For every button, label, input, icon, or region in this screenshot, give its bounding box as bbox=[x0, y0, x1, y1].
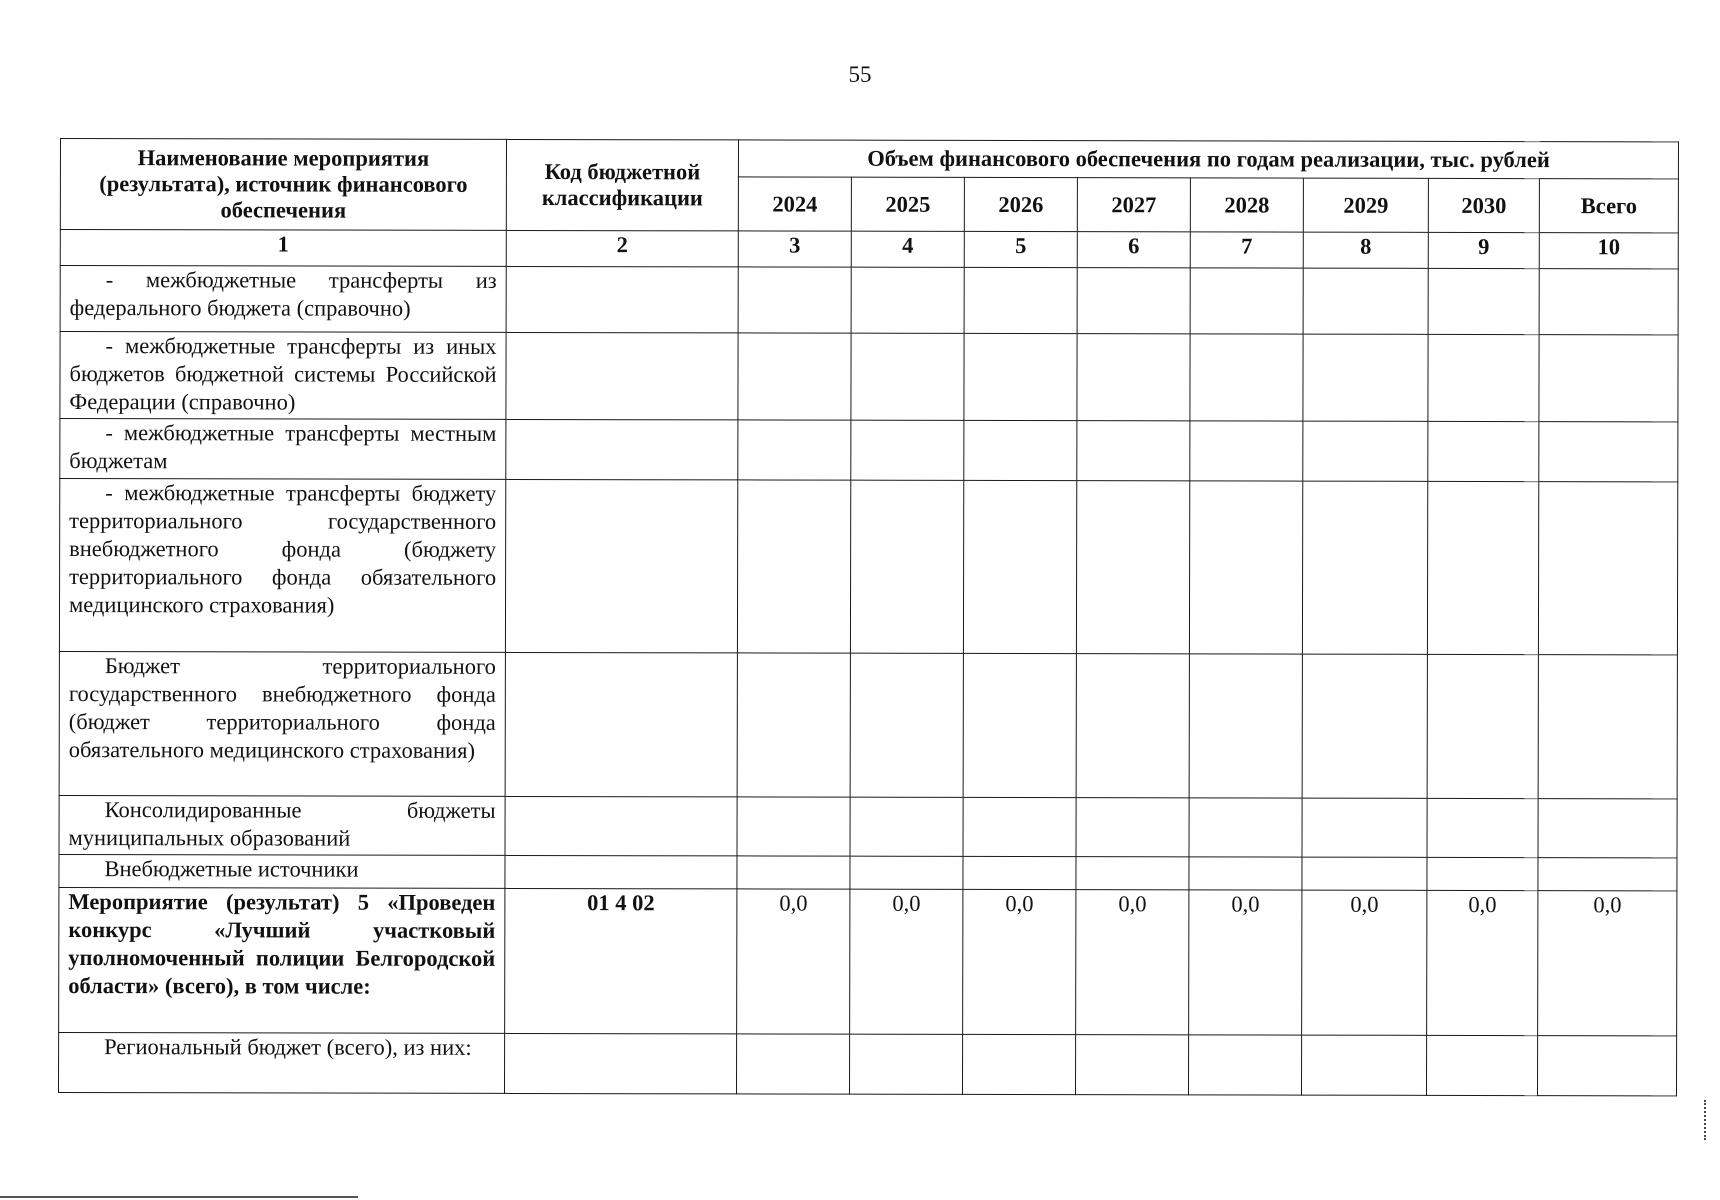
row-name-cell bbox=[59, 651, 505, 796]
row-code bbox=[505, 479, 737, 652]
row-code bbox=[505, 796, 737, 855]
row-value bbox=[1190, 421, 1303, 481]
row-value bbox=[1076, 857, 1189, 890]
row-value: 0,0 bbox=[1189, 890, 1302, 1035]
column-number: 6 bbox=[1077, 232, 1190, 268]
row-value: 0,0 bbox=[1538, 891, 1677, 1036]
row-value bbox=[1189, 654, 1302, 798]
row-value bbox=[850, 797, 963, 856]
header-year: 2027 bbox=[1077, 178, 1190, 232]
row-value bbox=[1189, 857, 1302, 890]
row-value bbox=[736, 1034, 849, 1094]
page-number: 55 bbox=[848, 62, 872, 87]
row-value bbox=[1076, 654, 1189, 798]
column-number: 9 bbox=[1428, 232, 1539, 268]
row-value bbox=[1538, 858, 1677, 891]
row-value bbox=[1189, 798, 1302, 857]
row-value bbox=[1427, 798, 1538, 857]
table-row bbox=[59, 1032, 1677, 1095]
row-value bbox=[851, 420, 964, 480]
row-value: 0,0 bbox=[737, 889, 850, 1034]
row-name-cell bbox=[59, 854, 505, 888]
row-value bbox=[1427, 654, 1538, 798]
column-number: 1 bbox=[60, 230, 506, 267]
header-name: Наименование мероприятия (результата), источник финансового обеспечения bbox=[60, 139, 506, 231]
row-value bbox=[963, 856, 1076, 889]
row-value bbox=[737, 653, 850, 797]
row-value bbox=[962, 1034, 1075, 1094]
row-value bbox=[1077, 268, 1190, 334]
row-value bbox=[1077, 334, 1190, 421]
row-name-cell bbox=[59, 1032, 505, 1093]
row-name: Бюджет территориального государственного внебюджетного фонда (бюджет территориального фонда обязательного медицинского страхования) bbox=[68, 653, 496, 763]
row-name: Мероприятие (результат) 5 «Проведен конкурс «Лучший участковый уполномоченный полиции Белгородской области» (всего), в том числе: bbox=[68, 889, 496, 999]
row-value bbox=[1302, 654, 1427, 798]
row-value bbox=[1190, 334, 1303, 421]
row-value: 0,0 bbox=[963, 889, 1076, 1034]
row-value bbox=[851, 267, 964, 333]
row-value bbox=[1539, 269, 1678, 335]
table-row bbox=[60, 266, 1678, 335]
column-number: 7 bbox=[1190, 232, 1303, 268]
row-value bbox=[1302, 857, 1427, 890]
row-value bbox=[1427, 857, 1538, 890]
row-value bbox=[738, 267, 851, 333]
row-code bbox=[506, 332, 738, 419]
row-name-cell bbox=[59, 479, 505, 653]
table-row bbox=[60, 332, 1678, 422]
scan-artifact-line bbox=[0, 1196, 358, 1198]
row-name: Внебюджетные источники bbox=[104, 856, 359, 882]
row-value bbox=[1188, 1035, 1301, 1095]
row-value bbox=[1076, 481, 1189, 654]
row-value bbox=[1539, 335, 1678, 422]
row-value bbox=[1075, 1035, 1188, 1095]
row-value bbox=[1428, 421, 1539, 481]
row-code bbox=[505, 855, 737, 888]
table-row bbox=[59, 854, 1677, 890]
row-value bbox=[964, 333, 1077, 420]
row-name-cell bbox=[60, 332, 506, 420]
column-number: 4 bbox=[851, 231, 964, 267]
row-value bbox=[1190, 268, 1303, 334]
row-value bbox=[964, 267, 1077, 333]
row-value bbox=[737, 797, 850, 856]
row-value: 0,0 bbox=[1302, 890, 1427, 1035]
row-name-cell bbox=[59, 887, 505, 1033]
row-value bbox=[963, 480, 1076, 653]
row-name-cell bbox=[59, 795, 505, 855]
row-value bbox=[1428, 268, 1539, 334]
row-value bbox=[738, 333, 851, 420]
row-code bbox=[506, 266, 738, 332]
row-code bbox=[505, 652, 737, 796]
row-value bbox=[1538, 655, 1677, 799]
row-code bbox=[506, 419, 738, 479]
row-value bbox=[964, 420, 1077, 480]
table-row bbox=[59, 651, 1677, 798]
header-year: 2029 bbox=[1303, 178, 1428, 232]
row-value bbox=[1428, 334, 1539, 421]
column-number: 10 bbox=[1539, 233, 1678, 269]
row-name-cell bbox=[60, 419, 506, 480]
row-value bbox=[849, 1034, 962, 1094]
header-row-1 bbox=[60, 139, 1678, 179]
row-value bbox=[737, 480, 850, 653]
row-code: 01 4 02 bbox=[505, 888, 737, 1033]
row-name: - межбюджетные трансферты бюджету территориального государственного внебюджетного фонда (бюджету территориального фонда обязательного медицинского страхования) bbox=[68, 480, 497, 618]
column-number: 8 bbox=[1303, 232, 1428, 268]
row-value bbox=[1303, 421, 1428, 481]
column-number: 5 bbox=[964, 231, 1077, 267]
row-value bbox=[737, 856, 850, 889]
row-value bbox=[1427, 481, 1538, 654]
header-budget-code: Код бюджетной классификации bbox=[506, 139, 738, 230]
row-value bbox=[851, 333, 964, 420]
header-year: 2025 bbox=[851, 177, 964, 231]
scan-artifact-mark bbox=[1704, 1100, 1712, 1140]
row-code bbox=[504, 1033, 736, 1093]
row-name: - межбюджетные трансферты из иных бюджетов бюджетной системы Российской Федерации (справочно) bbox=[69, 333, 497, 415]
row-name: - межбюджетные трансферты из федерального бюджета (справочно) bbox=[69, 267, 497, 321]
financing-table bbox=[58, 138, 1679, 1096]
table-row bbox=[60, 419, 1678, 482]
row-value bbox=[1189, 481, 1302, 654]
row-value bbox=[1538, 799, 1677, 858]
table-row bbox=[59, 795, 1677, 857]
header-total: Всего bbox=[1539, 179, 1678, 233]
row-value bbox=[1077, 421, 1190, 481]
row-value bbox=[1301, 1035, 1426, 1095]
column-number: 3 bbox=[738, 231, 851, 267]
column-number-row bbox=[60, 230, 1678, 269]
table-row bbox=[59, 479, 1677, 655]
row-name: Консолидированные бюджеты муниципальных образований bbox=[68, 797, 496, 851]
column-number: 2 bbox=[506, 230, 738, 266]
row-value bbox=[1537, 1036, 1676, 1096]
header-financing-volume: Объем финансового обеспечения по годам реализации, тыс. рублей bbox=[738, 140, 1678, 179]
header-year: 2024 bbox=[738, 177, 851, 231]
row-value bbox=[738, 420, 851, 480]
header-year: 2026 bbox=[964, 177, 1077, 231]
row-value bbox=[963, 797, 1076, 856]
row-name: Региональный бюджет (всего), из них: bbox=[104, 1034, 472, 1060]
header-year: 2030 bbox=[1428, 178, 1539, 232]
row-value bbox=[850, 480, 963, 653]
row-value: 0,0 bbox=[1076, 890, 1189, 1035]
header-year: 2028 bbox=[1190, 178, 1303, 232]
row-value bbox=[1303, 334, 1428, 421]
row-value bbox=[850, 653, 963, 797]
row-name-cell bbox=[60, 266, 506, 333]
row-name: - межбюджетные трансферты местным бюджетам bbox=[69, 420, 497, 474]
row-value bbox=[1303, 268, 1428, 334]
row-value: 0,0 bbox=[1427, 890, 1538, 1035]
row-value bbox=[1538, 482, 1677, 655]
row-value bbox=[1426, 1035, 1537, 1095]
table-row bbox=[59, 887, 1677, 1035]
row-value bbox=[1539, 422, 1678, 482]
row-value bbox=[1302, 798, 1427, 857]
row-value bbox=[1076, 798, 1189, 857]
row-value bbox=[1302, 481, 1427, 654]
row-value bbox=[850, 856, 963, 889]
row-value: 0,0 bbox=[850, 889, 963, 1034]
row-value bbox=[963, 653, 1076, 797]
document-sheet bbox=[58, 138, 1678, 1096]
